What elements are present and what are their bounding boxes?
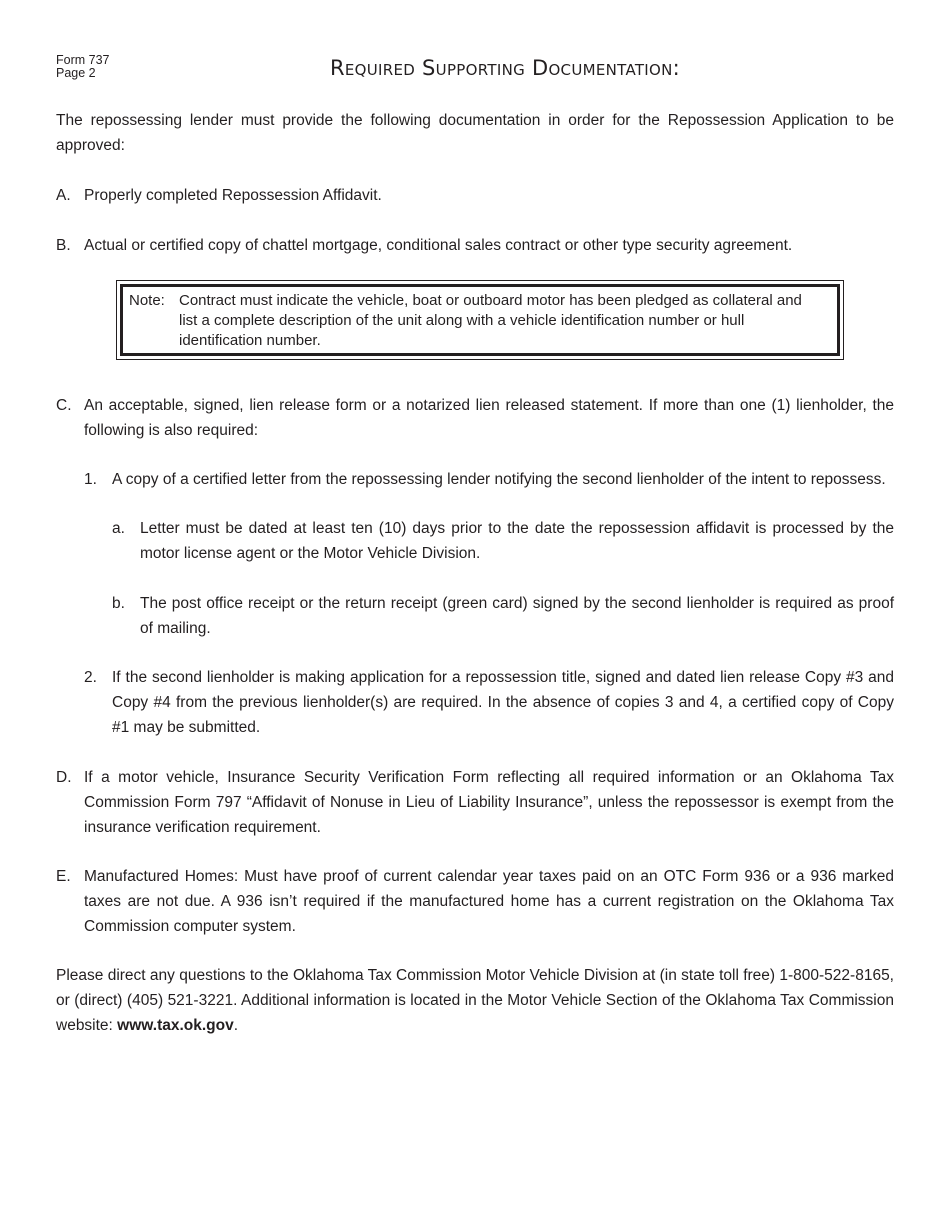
list-item-a [56, 183, 894, 208]
list-item-b [56, 233, 894, 258]
note-label: Note: [129, 292, 165, 309]
website-link[interactable]: www.tax.ok.gov [117, 1017, 234, 1034]
list-item-c-1-a [112, 516, 894, 566]
item-label: 2. [84, 669, 97, 686]
item-text: Manufactured Homes: Must have proof of current calendar year taxes paid on an OTC Form 936 or a 936 marked taxes are not due. A 936 isn’t required if the manufactured home has a current registration on the Oklahoma Tax Commission computer system. [84, 868, 894, 935]
item-label: A. [56, 187, 71, 204]
item-label: C. [56, 397, 72, 414]
list-item-c-1-b [112, 591, 894, 641]
item-label: E. [56, 868, 71, 885]
note-box-inner [120, 284, 840, 356]
contact-text: Please direct any questions to the Oklahoma Tax Commission Motor Vehicle Division at (in state toll free) 1-800-522-8165, or (direct) (405) 521-3221. Additional information is located in the Motor Vehicle Section of the Oklahoma Tax Commission website: [56, 967, 894, 1034]
item-label: B. [56, 237, 71, 254]
list-item-c-2 [84, 665, 894, 740]
list-item-c-1 [84, 467, 894, 492]
contact-paragraph [56, 963, 894, 1038]
page-title: Required Supporting Documentation: [329, 56, 681, 80]
item-label: b. [112, 595, 125, 612]
item-text: If the second lienholder is making application for a repossession title, signed and dated lien release Copy #3 and Copy #4 from the previous lienholder(s) are required. In the absence of copies 3 and 4, a certified copy of Copy #1 may be submitted. [112, 669, 894, 736]
item-label: 1. [84, 471, 97, 488]
list-item-d [56, 765, 894, 840]
page-number: Page 2 [56, 66, 96, 80]
note-box [116, 280, 844, 360]
contact-end: . [233, 1017, 239, 1034]
item-label: a. [112, 520, 125, 537]
form-number: Form 737 [56, 53, 110, 67]
item-text: If a motor vehicle, Insurance Security Verification Form reflecting all required information or an Oklahoma Tax Commission Form 797 “Affidavit of Nonuse in Lieu of Liability Insurance”, unless the repossessor is exempt from the insurance verification requirement. [84, 769, 894, 836]
list-item-e [56, 864, 894, 939]
list-item-c [56, 393, 894, 443]
item-text: Properly completed Repossession Affidavit. [84, 187, 382, 204]
item-text: A copy of a certified letter from the repossessing lender notifying the second lienholder of the intent to repossess. [112, 471, 886, 488]
item-label: D. [56, 769, 72, 786]
item-text: Actual or certified copy of chattel mortgage, conditional sales contract or other type security agreement. [84, 237, 793, 254]
item-text: Letter must be dated at least ten (10) days prior to the date the repossession affidavit is processed by the motor license agent or the Motor Vehicle Division. [140, 520, 894, 562]
item-text: An acceptable, signed, lien release form or a notarized lien released statement. If more than one (1) lienholder, the following is also required: [84, 397, 894, 439]
note-text: Contract must indicate the vehicle, boat or outboard motor has been pledged as collateral and list a complete description of the unit along with a vehicle identification number or hull identification number. [179, 292, 802, 349]
item-text: The post office receipt or the return receipt (green card) signed by the second lienholder is required as proof of mailing. [140, 595, 894, 637]
intro-paragraph: The repossessing lender must provide the following documentation in order for the Repossession Application to be approved: [56, 112, 894, 154]
